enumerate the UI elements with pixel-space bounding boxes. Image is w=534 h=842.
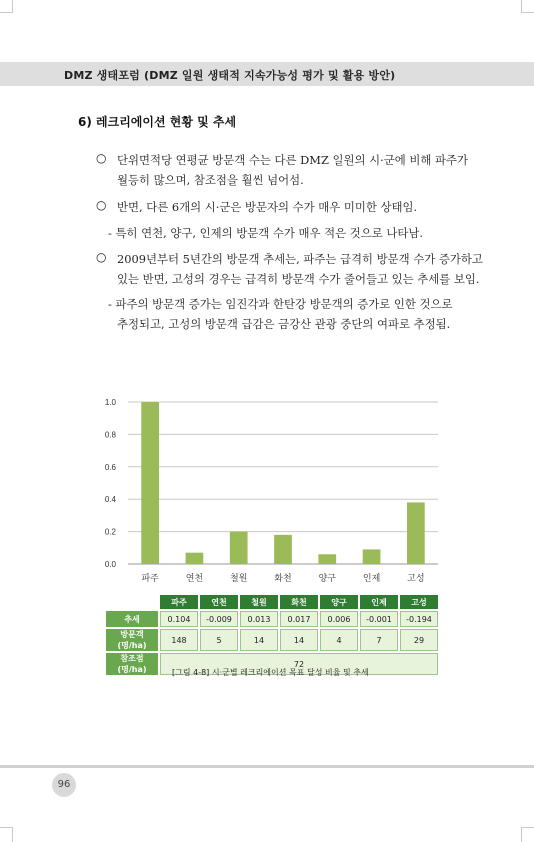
visit-ratio-bar-chart [90,392,450,587]
bullet-3-sub-2: 추정되고, 고성의 방문객 급감은 금강산 관광 중단의 여파로 추정됨. [117,317,451,331]
bullet-1-line-1: 단위면적당 연평균 방문객 수는 다른 DMZ 일원의 시·군에 비해 파주가 [117,153,469,167]
table-row-trend [106,611,438,627]
row-label-reference: 참조점(명/ha) [106,653,158,675]
trend-cell: 0.104 [160,611,198,627]
x-tick-label: 연천 [185,573,204,583]
page-number: 96 [52,773,76,797]
bullet-2-line-1: 반면, 다른 6개의 시·군은 방문자의 수가 매우 미미한 상태임. [117,200,418,214]
table-header-cell: 파주 [160,595,198,609]
bullet-3-sub-1: - 파주의 방문객 증가는 임진각과 한탄강 방문객의 증가로 인한 것으로 [108,297,453,311]
footer-rule [0,765,534,768]
bar [186,553,204,564]
visitors-cell: 5 [200,629,238,651]
bullet-1-symbol: ○ [96,151,107,165]
y-tick-label: 0.2 [104,527,116,537]
crop-mark-top-right [521,0,534,13]
x-tick-label: 화천 [274,573,292,583]
section-title: 6) 레크리에이션 현황 및 추세 [78,115,237,129]
table-header-cell: 인제 [360,595,398,609]
bar [407,502,425,564]
x-tick-label: 철원 [230,573,248,583]
y-tick-label: 0.0 [104,560,116,569]
bullet-2-symbol: ○ [96,198,107,212]
row-label-trend: 추세 [106,611,158,627]
visitors-cell: 148 [160,629,198,651]
table-corner-cell [106,595,158,609]
row-label-visitors: 방문객 (명/ha) [106,629,158,651]
visitors-cell: 29 [400,629,438,651]
table-header-cell: 철원 [240,595,278,609]
trend-cell: 0.017 [280,611,318,627]
table-header-cell: 화천 [280,595,318,609]
bullet-3-symbol: ○ [96,250,107,264]
visitors-cell: 14 [240,629,278,651]
x-tick-label: 인제 [362,573,381,583]
bullet-2-sub-1: - 특히 연천, 양구, 인제의 방문객 수가 매우 적은 것으로 나타남. [108,226,424,240]
table-header-cell: 연천 [200,595,238,609]
running-header-title: DMZ 생태포럼 (DMZ 일원 생태적 지속가능성 평가 및 활용 방안) [64,69,396,82]
figure-caption: [그림 4-8] 시·군별 레크리에이션 목표 달성 비율 및 추세 [172,668,369,677]
x-tick-label: 고성 [407,573,425,583]
x-tick-label: 파주 [141,573,159,583]
table-header-row [106,595,438,609]
y-tick-label: 0.8 [104,430,116,440]
table-row-visitors [106,629,438,651]
visitors-cell: 4 [320,629,358,651]
visitor-data-table [104,593,440,677]
y-tick-label: 0.6 [104,462,116,472]
trend-cell: 0.006 [320,611,358,627]
reference-value-cell: 72 [160,653,438,675]
bullet-3-line-1: 2009년부터 5년간의 방문객 추세는, 파주는 급격히 방문객 수가 증가하고 [117,252,483,266]
trend-cell: -0.001 [360,611,398,627]
table-header-cell: 고성 [400,595,438,609]
bar [141,402,159,564]
bar [363,549,381,564]
bar [274,535,292,564]
y-tick-label: 0.4 [104,495,116,505]
visitors-cell: 7 [360,629,398,651]
trend-cell: -0.009 [200,611,238,627]
trend-cell: 0.013 [240,611,278,627]
table-header-cell: 양구 [320,595,358,609]
bar [230,532,248,564]
bar [318,554,336,564]
trend-cell: -0.194 [400,611,438,627]
bullet-1-line-2: 월등히 많으며, 참조점을 훨씬 넘어섬. [117,173,304,187]
x-tick-label: 양구 [318,573,336,583]
bullet-3-line-2: 있는 반면, 고성의 경우는 급격히 방문객 수가 줄어들고 있는 추세를 보임. [117,272,480,286]
y-tick-label: 1.0 [104,398,116,407]
crop-mark-top-left [0,0,13,13]
visitors-cell: 14 [280,629,318,651]
